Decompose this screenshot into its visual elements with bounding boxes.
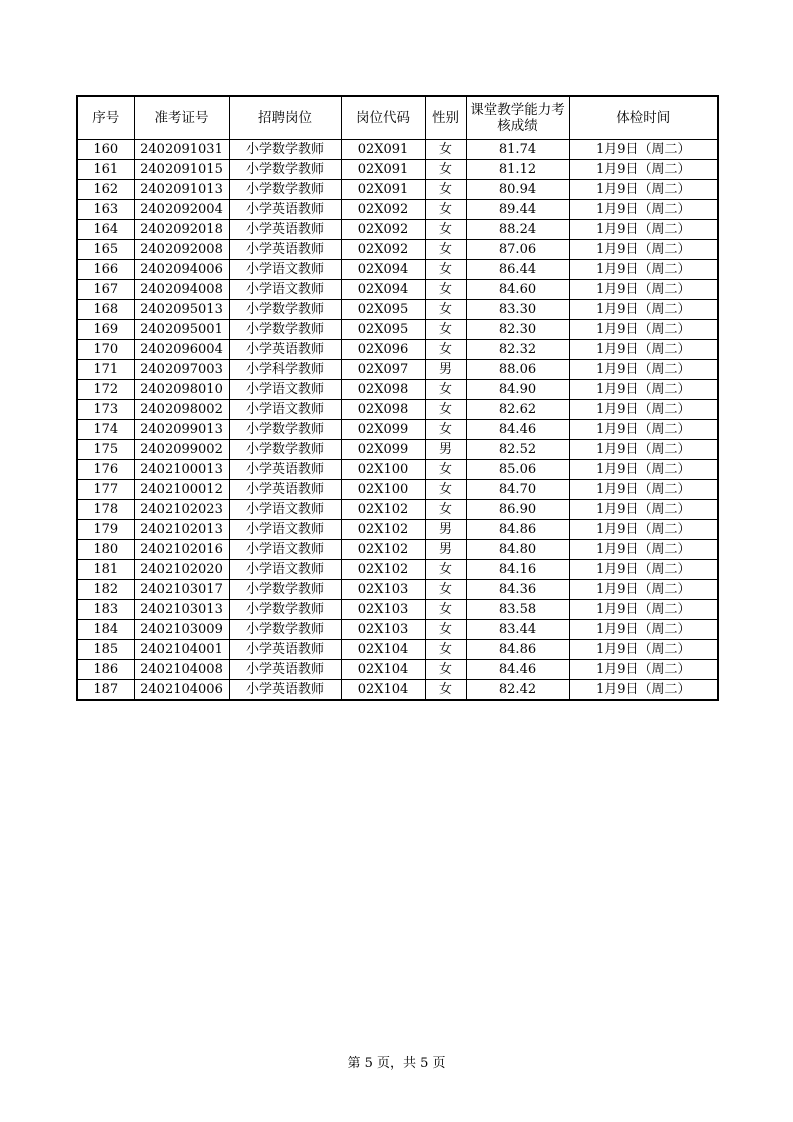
cell-seq: 163 [77,200,134,220]
cell-seq: 183 [77,600,134,620]
cell-gender: 男 [425,520,466,540]
cell-score: 82.52 [466,440,569,460]
cell-score: 89.44 [466,200,569,220]
cell-ticket-number: 2402092008 [134,240,229,260]
results-table [76,95,719,701]
cell-seq: 176 [77,460,134,480]
cell-gender: 男 [425,540,466,560]
cell-seq: 160 [77,140,134,160]
cell-ticket-number: 2402103009 [134,620,229,640]
header-position: 招聘岗位 [229,96,341,140]
cell-gender: 女 [425,380,466,400]
cell-score: 84.46 [466,420,569,440]
table-row [77,320,718,340]
cell-position: 小学英语教师 [229,220,341,240]
cell-score: 82.62 [466,400,569,420]
cell-exam-time: 1月9日（周二） [569,460,718,480]
table-row [77,520,718,540]
cell-seq: 177 [77,480,134,500]
cell-position-code: 02X092 [341,220,425,240]
cell-position: 小学数学教师 [229,620,341,640]
cell-position-code: 02X102 [341,520,425,540]
cell-score: 80.94 [466,180,569,200]
cell-ticket-number: 2402100013 [134,460,229,480]
cell-gender: 女 [425,600,466,620]
cell-ticket-number: 2402102020 [134,560,229,580]
cell-gender: 女 [425,320,466,340]
cell-ticket-number: 2402096004 [134,340,229,360]
cell-position-code: 02X103 [341,600,425,620]
cell-position-code: 02X103 [341,620,425,640]
cell-position-code: 02X092 [341,240,425,260]
cell-score: 83.30 [466,300,569,320]
cell-position: 小学英语教师 [229,680,341,701]
table-row [77,660,718,680]
cell-score: 84.16 [466,560,569,580]
table-row [77,440,718,460]
header-seq: 序号 [77,96,134,140]
cell-score: 88.24 [466,220,569,240]
cell-ticket-number: 2402104001 [134,640,229,660]
cell-gender: 女 [425,580,466,600]
cell-gender: 女 [425,620,466,640]
cell-score: 84.36 [466,580,569,600]
table-row [77,360,718,380]
cell-score: 83.44 [466,620,569,640]
cell-seq: 186 [77,660,134,680]
cell-exam-time: 1月9日（周二） [569,640,718,660]
cell-gender: 男 [425,360,466,380]
cell-ticket-number: 2402091031 [134,140,229,160]
cell-seq: 170 [77,340,134,360]
cell-ticket-number: 2402102013 [134,520,229,540]
cell-position: 小学英语教师 [229,660,341,680]
cell-exam-time: 1月9日（周二） [569,380,718,400]
cell-seq: 167 [77,280,134,300]
table-row [77,160,718,180]
cell-seq: 172 [77,380,134,400]
cell-gender: 女 [425,420,466,440]
cell-score: 85.06 [466,460,569,480]
cell-position-code: 02X102 [341,500,425,520]
cell-seq: 168 [77,300,134,320]
table-row [77,580,718,600]
table-row [77,140,718,160]
cell-ticket-number: 2402091013 [134,180,229,200]
cell-score: 87.06 [466,240,569,260]
cell-exam-time: 1月9日（周二） [569,680,718,701]
header-exam-time: 体检时间 [569,96,718,140]
cell-gender: 女 [425,300,466,320]
cell-ticket-number: 2402092004 [134,200,229,220]
table-row [77,620,718,640]
cell-position: 小学英语教师 [229,240,341,260]
cell-position: 小学数学教师 [229,440,341,460]
cell-position: 小学语文教师 [229,540,341,560]
cell-ticket-number: 2402104008 [134,660,229,680]
cell-exam-time: 1月9日（周二） [569,540,718,560]
cell-position: 小学英语教师 [229,460,341,480]
cell-position-code: 02X095 [341,320,425,340]
cell-exam-time: 1月9日（周二） [569,600,718,620]
table-row [77,460,718,480]
cell-position-code: 02X092 [341,200,425,220]
cell-exam-time: 1月9日（周二） [569,660,718,680]
cell-score: 82.30 [466,320,569,340]
table-row [77,260,718,280]
cell-position-code: 02X103 [341,580,425,600]
cell-position: 小学语文教师 [229,560,341,580]
cell-position: 小学英语教师 [229,480,341,500]
cell-gender: 女 [425,260,466,280]
cell-position: 小学语文教师 [229,380,341,400]
cell-ticket-number: 2402103013 [134,600,229,620]
cell-gender: 女 [425,220,466,240]
table-row [77,560,718,580]
cell-position: 小学数学教师 [229,320,341,340]
cell-gender: 女 [425,180,466,200]
cell-position-code: 02X091 [341,140,425,160]
table-row [77,180,718,200]
cell-ticket-number: 2402098002 [134,400,229,420]
table-row [77,540,718,560]
table-body [77,140,718,701]
cell-exam-time: 1月9日（周二） [569,420,718,440]
cell-position-code: 02X098 [341,400,425,420]
cell-seq: 169 [77,320,134,340]
table-row [77,300,718,320]
cell-seq: 161 [77,160,134,180]
cell-position-code: 02X104 [341,680,425,701]
cell-exam-time: 1月9日（周二） [569,360,718,380]
cell-ticket-number: 2402092018 [134,220,229,240]
table-row [77,400,718,420]
cell-seq: 179 [77,520,134,540]
cell-position: 小学英语教师 [229,640,341,660]
cell-score: 86.44 [466,260,569,280]
cell-gender: 女 [425,140,466,160]
table-row [77,480,718,500]
cell-seq: 165 [77,240,134,260]
cell-gender: 男 [425,440,466,460]
cell-position-code: 02X100 [341,460,425,480]
cell-score: 82.32 [466,340,569,360]
table-row [77,380,718,400]
cell-exam-time: 1月9日（周二） [569,440,718,460]
cell-ticket-number: 2402099002 [134,440,229,460]
cell-exam-time: 1月9日（周二） [569,520,718,540]
table-header-row [77,96,718,140]
cell-ticket-number: 2402103017 [134,580,229,600]
cell-gender: 女 [425,200,466,220]
cell-exam-time: 1月9日（周二） [569,320,718,340]
cell-score: 81.12 [466,160,569,180]
cell-exam-time: 1月9日（周二） [569,620,718,640]
cell-gender: 女 [425,240,466,260]
cell-gender: 女 [425,560,466,580]
cell-score: 84.90 [466,380,569,400]
cell-seq: 182 [77,580,134,600]
cell-position-code: 02X096 [341,340,425,360]
cell-seq: 187 [77,680,134,701]
table-row [77,220,718,240]
cell-position: 小学数学教师 [229,180,341,200]
cell-position: 小学语文教师 [229,280,341,300]
cell-score: 82.42 [466,680,569,701]
cell-position-code: 02X104 [341,640,425,660]
cell-position: 小学数学教师 [229,160,341,180]
cell-seq: 164 [77,220,134,240]
cell-exam-time: 1月9日（周二） [569,280,718,300]
table-row [77,280,718,300]
cell-position-code: 02X099 [341,420,425,440]
cell-position: 小学语文教师 [229,400,341,420]
cell-gender: 女 [425,480,466,500]
cell-score: 84.80 [466,540,569,560]
cell-ticket-number: 2402094008 [134,280,229,300]
cell-exam-time: 1月9日（周二） [569,260,718,280]
cell-exam-time: 1月9日（周二） [569,220,718,240]
cell-position-code: 02X095 [341,300,425,320]
cell-position: 小学语文教师 [229,260,341,280]
cell-ticket-number: 2402102023 [134,500,229,520]
cell-seq: 162 [77,180,134,200]
cell-ticket-number: 2402102016 [134,540,229,560]
cell-seq: 178 [77,500,134,520]
cell-gender: 女 [425,680,466,701]
cell-position-code: 02X097 [341,360,425,380]
table-row [77,640,718,660]
cell-position: 小学英语教师 [229,200,341,220]
cell-position: 小学数学教师 [229,300,341,320]
cell-position-code: 02X094 [341,280,425,300]
cell-position: 小学语文教师 [229,500,341,520]
cell-position-code: 02X098 [341,380,425,400]
cell-position: 小学英语教师 [229,340,341,360]
header-ticket-number: 准考证号 [134,96,229,140]
cell-position: 小学语文教师 [229,520,341,540]
cell-exam-time: 1月9日（周二） [569,480,718,500]
cell-exam-time: 1月9日（周二） [569,300,718,320]
cell-gender: 女 [425,400,466,420]
cell-exam-time: 1月9日（周二） [569,140,718,160]
cell-seq: 180 [77,540,134,560]
cell-position-code: 02X099 [341,440,425,460]
cell-gender: 女 [425,280,466,300]
cell-ticket-number: 2402095013 [134,300,229,320]
table-row [77,420,718,440]
cell-exam-time: 1月9日（周二） [569,200,718,220]
cell-score: 86.90 [466,500,569,520]
cell-seq: 171 [77,360,134,380]
cell-seq: 174 [77,420,134,440]
cell-exam-time: 1月9日（周二） [569,160,718,180]
table-row [77,240,718,260]
cell-position-code: 02X094 [341,260,425,280]
cell-score: 84.86 [466,520,569,540]
page-number: 第 5 页，共 5 页 [347,1056,446,1071]
cell-position-code: 02X104 [341,660,425,680]
cell-exam-time: 1月9日（周二） [569,240,718,260]
cell-gender: 女 [425,460,466,480]
cell-exam-time: 1月9日（周二） [569,400,718,420]
cell-ticket-number: 2402099013 [134,420,229,440]
table-row [77,200,718,220]
cell-position: 小学数学教师 [229,600,341,620]
cell-seq: 181 [77,560,134,580]
cell-exam-time: 1月9日（周二） [569,500,718,520]
cell-score: 83.58 [466,600,569,620]
cell-score: 84.60 [466,280,569,300]
cell-position: 小学数学教师 [229,140,341,160]
cell-seq: 175 [77,440,134,460]
cell-exam-time: 1月9日（周二） [569,180,718,200]
table-row [77,600,718,620]
header-position-code: 岗位代码 [341,96,425,140]
cell-seq: 184 [77,620,134,640]
cell-position-code: 02X102 [341,540,425,560]
cell-score: 84.70 [466,480,569,500]
cell-exam-time: 1月9日（周二） [569,340,718,360]
cell-position-code: 02X100 [341,480,425,500]
cell-position: 小学科学教师 [229,360,341,380]
cell-gender: 女 [425,660,466,680]
cell-position-code: 02X091 [341,160,425,180]
cell-seq: 185 [77,640,134,660]
cell-position-code: 02X091 [341,180,425,200]
cell-gender: 女 [425,160,466,180]
cell-gender: 女 [425,500,466,520]
header-gender: 性别 [425,96,466,140]
cell-seq: 173 [77,400,134,420]
cell-score: 81.74 [466,140,569,160]
cell-seq: 166 [77,260,134,280]
cell-position-code: 02X102 [341,560,425,580]
table-row [77,340,718,360]
cell-ticket-number: 2402104006 [134,680,229,701]
cell-gender: 女 [425,340,466,360]
table-row [77,500,718,520]
header-score: 课堂教学能力考核成绩 [466,96,569,140]
cell-ticket-number: 2402097003 [134,360,229,380]
cell-ticket-number: 2402095001 [134,320,229,340]
cell-ticket-number: 2402100012 [134,480,229,500]
table-row [77,680,718,701]
cell-position: 小学数学教师 [229,420,341,440]
cell-gender: 女 [425,640,466,660]
cell-exam-time: 1月9日（周二） [569,560,718,580]
cell-position: 小学数学教师 [229,580,341,600]
cell-score: 84.86 [466,640,569,660]
cell-score: 88.06 [466,360,569,380]
cell-exam-time: 1月9日（周二） [569,580,718,600]
cell-ticket-number: 2402098010 [134,380,229,400]
cell-score: 84.46 [466,660,569,680]
cell-ticket-number: 2402091015 [134,160,229,180]
cell-ticket-number: 2402094006 [134,260,229,280]
